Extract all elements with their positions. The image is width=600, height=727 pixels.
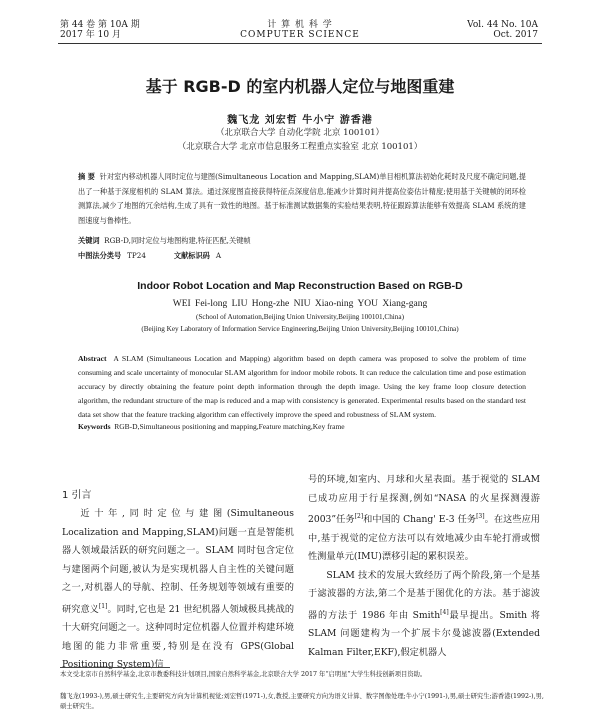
body-left-column	[62, 505, 294, 675]
intro-p1-tail: 。同时,它也是 21 世纪机器人领域极具挑战的十大研究问题之一。这种同时定位机器人位置并构建环境地图的能力非常重要,特别是在没有 GPS(Global Positioning System)信	[62, 603, 295, 671]
header-rule	[58, 43, 542, 44]
abstract-en	[78, 352, 526, 422]
abstract-cn	[78, 170, 526, 228]
authors-cn: 魏飞龙 刘宏哲 牛小宁 游香港	[227, 115, 373, 126]
paper-title-en: Indoor Robot Location and Map Reconstruction Based on RGB-D	[137, 280, 463, 292]
abstract-en-text: A SLAM (Simultaneous Location and Mapping) algorithm based on depth camera was proposed to solve the problem of time consuming and scale uncertainty of monocular SLAM algorithm for indoor mobile robots. It can reduce the calculation time and pose estimation accuracy by directly obtaining the feature point depth information through the depth image. Using the key frame loop closure detection algorithm, the redundant structure of the map is reduced and a map with consistency is generated. Experimental results based on the standard test data set show that the feature tracking algorithm can effectively improve the speed and robustness of SLAM system.	[78, 354, 526, 419]
citation-ref: [4]	[440, 608, 449, 616]
citation-ref: [1]	[98, 602, 108, 610]
right-paragraph-1	[308, 471, 540, 567]
publication-date-cn: 2017 年 10 月	[60, 30, 121, 40]
affiliation-2-en: (Beijing Key Laboratory of Information Service Engineering,Beijing Union University,Beijing 100101,China)	[141, 325, 459, 333]
journal-name-en: COMPUTER SCIENCE	[240, 30, 360, 40]
doc-code-value: A	[215, 251, 222, 260]
classification-line	[78, 251, 235, 261]
doc-code-label: 文献标识码	[173, 251, 210, 260]
clc-label: 中图法分类号	[78, 251, 122, 260]
right-p1-text: 号的环境,如室内、月球和火星表面。基于视觉的 SLAM 已成功应用于行星探测,例如“NASA 的火星探测漫游 2003”任务	[308, 474, 540, 526]
keywords-en	[78, 422, 526, 431]
citation-ref: [2]	[354, 513, 364, 520]
body-right-column	[308, 471, 540, 662]
volume-issue-en	[467, 20, 538, 40]
keywords-cn	[78, 236, 251, 246]
abstract-en-label: Abstract	[78, 354, 107, 363]
publication-date-en: Oct. 2017	[493, 30, 538, 40]
right-paragraph-2	[308, 567, 540, 663]
abstract-cn-label: 摘 要	[78, 172, 95, 181]
affiliation-1-en: (School of Automation,Beijing Union University,Beijing 100101,China)	[196, 313, 404, 321]
intro-paragraph-1	[62, 505, 294, 675]
citation-ref: [3]	[476, 513, 485, 520]
clc-value: TP24	[127, 251, 146, 260]
journal-name-cn: 计 算 机 科 学	[267, 20, 333, 30]
right-p1-mid: 和中国的 Chang' E-3 任务	[363, 514, 477, 526]
volume-issue-en-line: Vol. 44 No. 10A	[467, 20, 538, 30]
keywords-en-label: Keywords	[78, 422, 111, 431]
footnote-authors: 魏飞龙(1993-),男,硕士研究生,主要研究方向为计算机视觉;刘宏哲(1971-),女,教授,主要研究方向为语义计算、数字图像处理;牛小宁(1991-),男,硕士研究生;游香港(1992-),男,硕士研究生。	[60, 693, 544, 710]
right-p2-text: SLAM 技术的发展大致经历了两个阶段,第一个是基于滤波器的方法,第二个是基于图优化的方法。基于滤波器的方法于 1986 年由 Smith	[308, 569, 540, 621]
abstract-cn-text: 针对室内移动机器人同时定位与建图(Simultaneous Location and Mapping,SLAM)单目相机算法初始化耗时及尺度不确定问题,提出了一种基于深度相机的 SLAM 算法。通过深度图直接获得特征点深度信息,能减少计算时间并提高位姿估计精度;使用基于关键帧的闭环检测算法,减少了地图的冗余结构,生成了具有一致性的地图。基于标准测试数据集的实验结果表明,特征跟踪算法能够有效提高 SLAM 系统的建图速度与鲁棒性。	[78, 172, 526, 225]
intro-p1-text: 近十年,同时定位与建图(Simultaneous Localization and Mapping,SLAM)问题一直是智能机器人领域最活跃的研究问题之一。SLAM 同时包含定位与建图两个问题,被认为是实现机器人自主性的关键问题之一,对机器人的导航、控制、任务规划等领域有重要的研究意义	[62, 508, 294, 615]
affiliation-2-cn: （北京联合大学 北京市信息服务工程重点实验室 北京 100101）	[177, 142, 423, 152]
right-p2-tail: 最早提出。Smith 将 SLAM 问题建构为一个扩展卡尔曼滤波器(Extended Kalman Filter,EKF),假定机器人	[308, 609, 540, 658]
section-heading-intro: 1 引言	[62, 490, 92, 501]
authors-en: WEI Fei-long LIU Hong-zhe NIU Xiao-ning YOU Xiang-gang	[172, 299, 428, 309]
volume-issue-line: 第 44 卷 第 10A 期	[60, 20, 140, 30]
keywords-cn-text: RGB-D,同时定位与地图构建,特征匹配,关键帧	[104, 236, 251, 245]
keywords-cn-label: 关键词	[78, 236, 100, 245]
right-p1-tail: 。在这些应用中,基于视觉的定位方法可以有效地减少由车轮打滑或惯性测量单元(IMU)漂移引起的累积误差。	[308, 514, 540, 563]
affiliation-1-cn: （北京联合大学 自动化学院 北京 100101）	[215, 128, 385, 138]
paper-title-cn: 基于 RGB-D 的室内机器人定位与地图重建	[145, 77, 455, 96]
keywords-en-text: RGB-D,Simultaneous positioning and mapping,Feature matching,Key frame	[114, 422, 345, 431]
footnote-funding: 本文受北京市自然科学基金,北京市教委科技计划项目,国家自然科学基金,北京联合大学 2017 年“启明星”大学生科技创新项目资助。	[60, 671, 427, 678]
running-header	[0, 0, 600, 46]
footnote-rule	[60, 667, 170, 668]
